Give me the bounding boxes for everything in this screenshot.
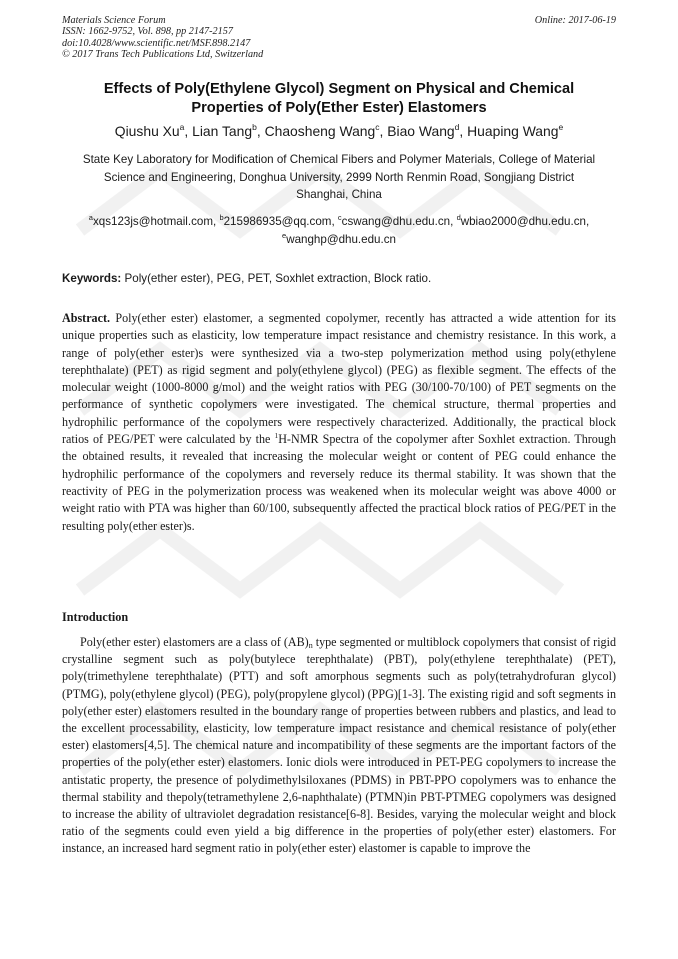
email-superscript: a	[88, 213, 93, 222]
author-name: Huaping Wang	[467, 123, 559, 139]
author-superscript: d	[454, 122, 460, 132]
email-address[interactable]: wbiao2000@dhu.edu.cn	[460, 215, 586, 228]
author-superscript: a	[179, 122, 185, 132]
intro-subscript: n	[308, 641, 313, 650]
paper-title	[62, 80, 616, 118]
author-name: Biao Wang	[387, 123, 455, 139]
author-name: Lian Tang	[192, 123, 253, 139]
section-heading-introduction: Introduction	[62, 610, 129, 624]
abstract-text-2: H-NMR Spectra of the copolymer after Soxhlet extraction. Through the obtained results, it revealed that increasing the molecular weight or content of PEG could enhance the hydrophilic performance of the copolymers and reversely reduce its thermal stability. It was shown that the reactivity of PEG in the polymerization process was weakened when its molecular weight was above 4000 or weight ratio with PTA was higher than 60/100, subsequently affected the practical block ratios of PEG/PET in the resulting poly(ether ester)s.	[62, 432, 616, 533]
author-name: Chaosheng Wang	[264, 123, 376, 139]
email-list: $^a$xqs123js@hotmail.com, $^b$215986935@qq.com, $^c$cswang@dhu.edu.cn, $^d$wbiao2000@dhu.edu.cn, $^e$wanghp@dhu.edu.cn	[88, 213, 590, 246]
journal-header	[62, 15, 616, 61]
keywords	[62, 271, 616, 287]
issn-line: ISSN: 1662-9752, Vol. 898, pp 2147-2157	[62, 26, 233, 38]
email-superscript: e	[282, 230, 287, 240]
abstract-superscript: 1	[274, 431, 279, 441]
email-superscript: c	[337, 213, 342, 222]
abstract-text-1: Poly(ether ester) elastomer, a segmented copolymer, recently has attracted a wide attention for its unique properties such as elasticity, low temperature impact resistance and chemistry resistance. In this work, a range of poly(ether ester)s were synthesized via a two-step polymerization method using poly(ethylene terephthalate) (PET) as rigid segment and poly(ethylene glycol) (PEG) as flexible segment. The effects of the molecular weight (1000-8000 g/mol) and the weight ratios with PEG (30/100-70/100) of PET segments on the performance of synthetic copolymers were investigated. The chemical structure, thermal properties and hydrophilic performance of the copolymers were respectively characterized. Additionally, the practical block ratios of PEG/PET were calculated by the	[62, 311, 617, 447]
author-name: Qiushu Xu	[114, 123, 180, 139]
title-line-1: Effects of Poly(Ethylene Glycol) Segment on Physical and Chemical	[103, 81, 575, 97]
email-superscript: b	[219, 213, 224, 222]
title-line-2: Properties of Poly(Ether Ester) Elastomers	[191, 100, 487, 116]
author-superscript: c	[375, 122, 380, 132]
email-address[interactable]: 215986935@qq.com	[223, 215, 332, 228]
keywords-label: Keywords:	[62, 272, 122, 285]
abstract	[62, 310, 616, 535]
email-superscript: d	[456, 213, 461, 222]
abstract-label: Abstract.	[62, 311, 111, 325]
author-list: Qiushu Xu$^a$, Lian Tang$^b$, Chaosheng Wang$^c$, Biao Wang$^d$, Huaping Wang$^e$	[114, 122, 564, 139]
affiliation: State Key Laboratory for Modification of Chemical Fibers and Polymer Materials, College of Material Science and Engineering, Donghua University, 2999 North Renmin Road, Songjiang District Shanghai, China	[82, 153, 596, 201]
intro-text-2: type segmented or multiblock copolymers that consist of rigid crystalline segment such as poly(butylece terephthalate) (PBT), poly(ethylene terephthalate) (PET), poly(trimethylene terephthalate) (PTT) and soft amorphous segments such as poly(tetrahydrofuran glycol) (PTMG), poly(ethylene glycol) (PEG), poly(propylene glycol) (PPG)[1-3]. The existing rigid and soft segments in poly(ether ester) elastomers resulted in the boundary range of properties between rubbers and plastics, and lead to the excellent processability, elasticity, low temperature impact resistance and chemical resistance of poly(ether ester) elastomers[4,5]. The chemical nature and incompatibility of these segments are the important factors of the properties of the poly(ether ester) elastomers. Ionic diols were introduced in PET-PEG copolymers to increase the antistatic property, the presence of polydimethylsiloxanes (PDMS) in PBT-PPO copolymers was to enhance the thermal stability and thepoly(tetramethylene 2,6-naphthalate) (PTMN)in PBT-PTMEG copolymers was designed to increase the ability of ultraviolet degradation resistance[6-8]. Besides, varying the molecular weight and block ratio of the segments could even yield a big difference in the properties of poly(ether ester) elastomers. For instance, an increased hard segment ratio in poly(ether ester) elastomer is capable to improve the	[62, 635, 617, 856]
author-superscript: b	[252, 122, 257, 132]
copyright-line: © 2017 Trans Tech Publications Ltd, Switzerland	[62, 49, 264, 61]
email-address[interactable]: wanghp@dhu.edu.cn	[286, 232, 396, 246]
keywords-text: Poly(ether ester), PEG, PET, Soxhlet extraction, Block ratio.	[124, 272, 432, 285]
online-date: Online: 2017-06-19	[534, 15, 616, 26]
author-superscript: e	[558, 122, 564, 132]
doi-line: doi:10.4028/www.scientific.net/MSF.898.2147	[62, 37, 251, 49]
journal-name: Materials Science Forum	[62, 15, 166, 26]
email-address[interactable]: xqs123js@hotmail.com	[92, 215, 213, 228]
intro-text-1: Poly(ether ester) elastomers are a class of (AB)	[80, 635, 309, 649]
introduction-paragraph	[62, 634, 616, 858]
email-address[interactable]: cswang@dhu.edu.cn	[341, 215, 451, 228]
